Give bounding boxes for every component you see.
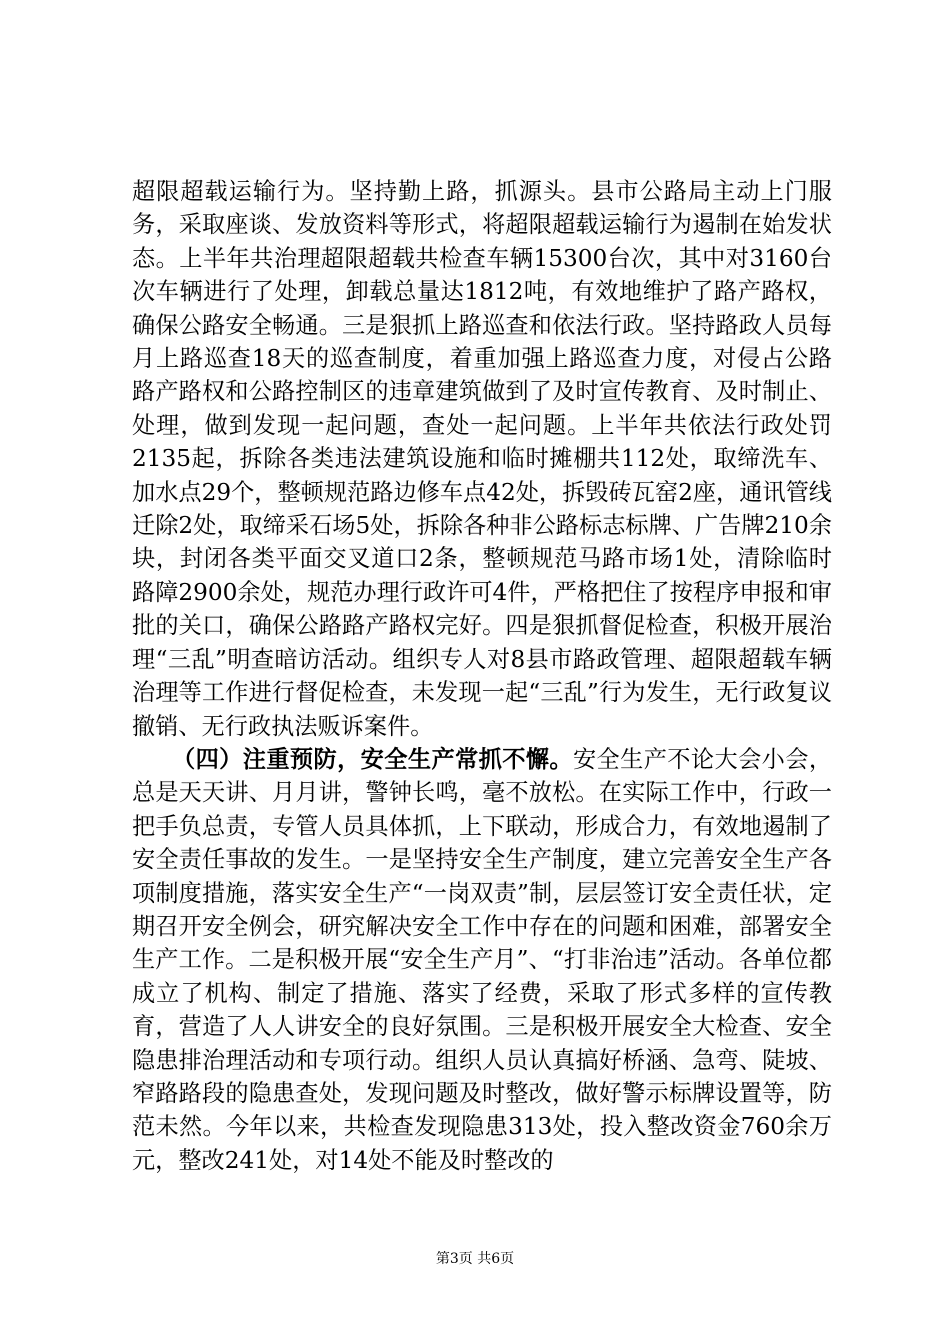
section-heading: （四）注重预防，安全生产常抓不懈。	[172, 745, 573, 773]
document-body	[132, 175, 832, 1177]
section-paragraph	[132, 743, 832, 1177]
page-footer: 第3页 共6页	[435, 1251, 515, 1267]
body-paragraph: 超限超载运输行为。坚持勤上路，抓源头。县市公路局主动上门服务，采取座谈、发放资料等形式，将超限超载运输行为遏制在始发状态。上半年共治理超限超载共检查车辆15300台次，其中对3160台次车辆进行了处理，卸载总量达1812吨，有效地维护了路产路权，确保公路安全畅通。三是狠抓上路巡查和依法行政。坚持路政人员每月上路巡查18天的巡查制度，着重加强上路巡查力度，对侵占公路路产路权和公路控制区的违章建筑做到了及时宣传教育、及时制止、处理，做到发现一起问题，查处一起问题。上半年共依法行政处罚2135起，拆除各类违法建筑设施和临时摊棚共112处，取缔洗车、加水点29个，整顿规范路边修车点42处，拆毁砖瓦窑2座，通讯管线迁除2处，取缔采石场5处，拆除各种非公路标志标牌、广告牌210余块，封闭各类平面交叉道口2条，整顿规范马路市场1处，清除临时路障2900余处，规范办理行政许可4件，严格把住了按程序申报和审批的关口，确保公路路产路权完好。四是狠抓督促检查，积极开展治理“三乱”明查暗访活动。组织专人对8县市路政管理、超限超载车辆治理等工作进行督促检查，未发现一起“三乱”行为发生，无行政复议撤销、无行政执法贩诉案件。	[132, 178, 832, 740]
section-body-text: 安全生产不论大会小会，总是天天讲、月月讲，警钟长鸣，毫不放松。在实际工作中，行政一把手负总责，专管人员具体抓，上下联动，形成合力，有效地遏制了安全责任事故的发生。一是坚持安全生产制度，建立完善安全生产各项制度措施，落实安全生产“一岗双责”制，层层签订安全责任状，定期召开安全例会，研究解决安全工作中存在的问题和困难，部署安全生产工作。二是积极开展“安全生产月”、“打非治违”活动。各单位都成立了机构、制定了措施、落实了经费，采取了形式多样的宣传教育，营造了人人讲安全的良好氛围。三是积极开展安全大检查、安全隐患排治理活动和专项行动。组织人员认真搞好桥涵、急弯、陡坡、窄路路段的隐患查处，发现问题及时整改，做好警示标牌设置等，防范未然。今年以来，共检查发现隐患313处，投入整改资金760余万元，整改241处，对14处不能及时整改的	[132, 745, 833, 1174]
